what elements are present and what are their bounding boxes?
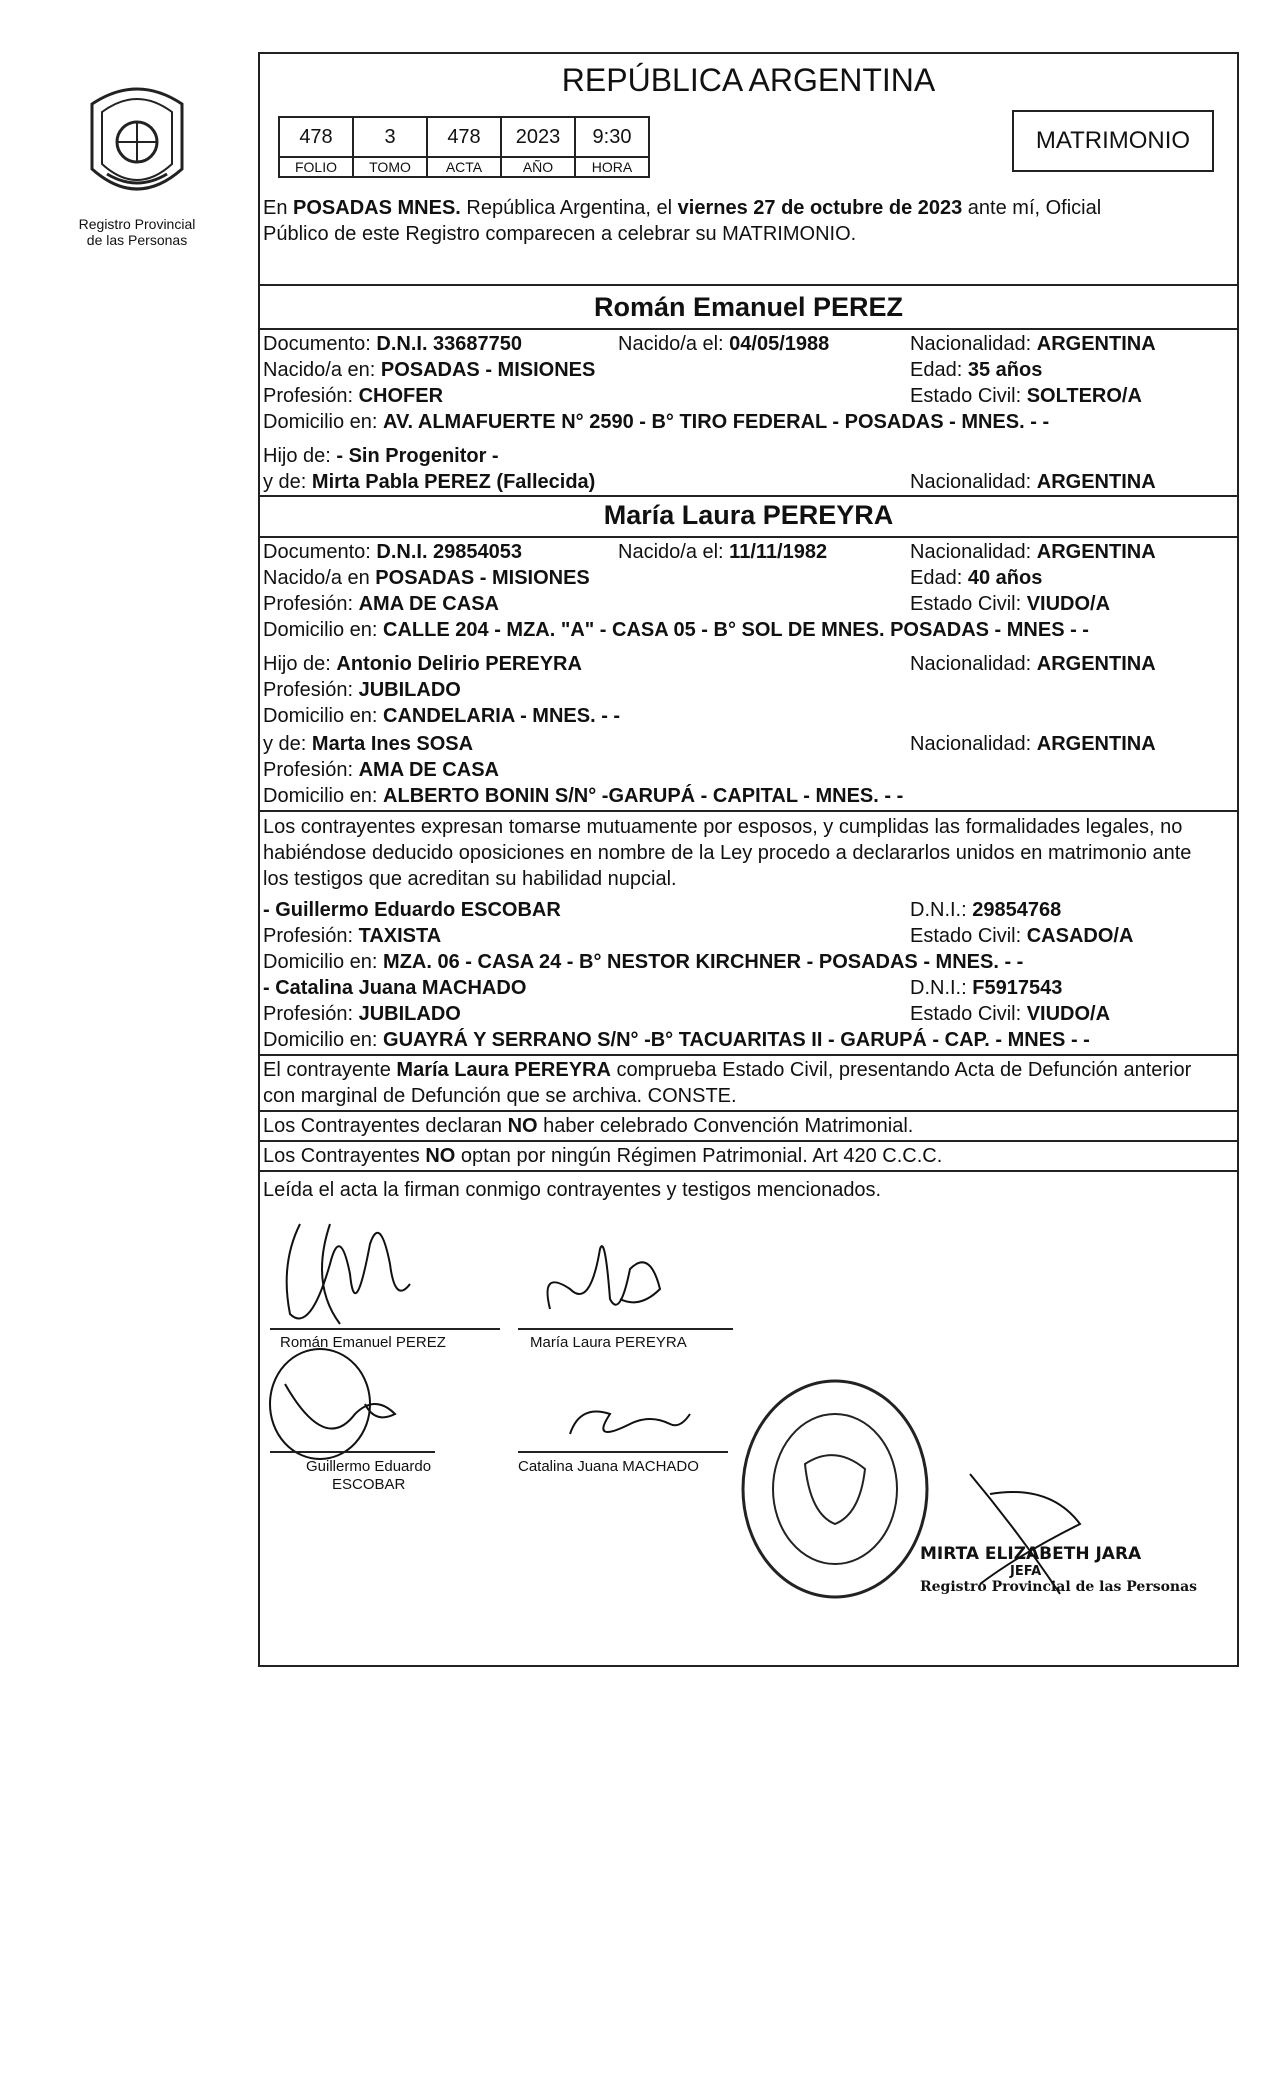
groom-birthplace: Nacido/a en: POSADAS - MISIONES bbox=[263, 359, 596, 381]
bride-nationality: Nacionalidad: ARGENTINA bbox=[910, 541, 1156, 563]
bride-father-address: Domicilio en: CANDELARIA - MNES. - - bbox=[263, 705, 621, 727]
bride-birthplace: Nacido/a en POSADAS - MISIONES bbox=[263, 567, 590, 589]
witness1-signature bbox=[265, 1344, 415, 1474]
groom-civil-status: Estado Civil: SOLTERO/A bbox=[910, 385, 1142, 407]
bride-father-profession: Profesión: JUBILADO bbox=[263, 679, 461, 701]
marriage-certificate bbox=[258, 52, 1239, 1667]
registry-table bbox=[278, 116, 650, 178]
divider bbox=[260, 536, 1237, 538]
groom-address: Domicilio en: AV. ALMAFUERTE N° 2590 - B° TIRO FEDERAL - POSADAS - MNES. - - bbox=[263, 411, 1050, 433]
groom-father: Hijo de: - Sin Progenitor - bbox=[263, 445, 499, 467]
official-stamp bbox=[920, 1544, 1220, 1595]
anio-value: 2023 bbox=[501, 117, 575, 157]
bride-father: Hijo de: Antonio Delirio PEREYRA bbox=[263, 653, 582, 675]
divider bbox=[260, 284, 1237, 286]
bride-signature-label: María Laura PEREYRA bbox=[530, 1334, 687, 1351]
witness1-civil-status: Estado Civil: CASADO/A bbox=[910, 925, 1134, 947]
groom-birthdate: Nacido/a el: 04/05/1988 bbox=[618, 333, 830, 355]
divider bbox=[260, 1054, 1237, 1056]
bride-document: Documento: D.N.I. 29854053 bbox=[263, 541, 523, 563]
official-office: Registro Provincial de las Personas bbox=[920, 1579, 1198, 1595]
divider bbox=[260, 810, 1237, 812]
bride-signature bbox=[530, 1229, 680, 1329]
signature-line bbox=[270, 1451, 435, 1453]
official-role: JEFA bbox=[1010, 1564, 1042, 1579]
registry-logo bbox=[72, 74, 202, 248]
tomo-value: 3 bbox=[353, 117, 427, 157]
witness2-address: Domicilio en: GUAYRÁ Y SERRANO S/N° -B° TACUARITAS II - GARUPÁ - CAP. - MNES - - bbox=[263, 1029, 1090, 1051]
witness2-signature bbox=[560, 1394, 700, 1454]
divider bbox=[260, 328, 1237, 330]
witness2-dni: D.N.I.: F5917543 bbox=[910, 977, 1063, 999]
witness2-name: - Catalina Juana MACHADO bbox=[263, 977, 527, 999]
groom-document: Documento: D.N.I. 33687750 bbox=[263, 333, 523, 355]
bride-age: Edad: 40 años bbox=[910, 567, 1043, 589]
witness1-dni: D.N.I.: 29854768 bbox=[910, 899, 1062, 921]
hora-label: HORA bbox=[575, 157, 649, 177]
divider bbox=[260, 1170, 1237, 1172]
convention-note: Los Contrayentes declaran NO haber celebrado Convención Matrimonial. bbox=[263, 1115, 914, 1137]
groom-nationality: Nacionalidad: ARGENTINA bbox=[910, 333, 1156, 355]
bride-mother: y de: Marta Ines SOSA bbox=[263, 733, 474, 755]
official-name: MIRTA ELIZABETH JARA bbox=[920, 1544, 1142, 1564]
witness1-address: Domicilio en: MZA. 06 - CASA 24 - B° NESTOR KIRCHNER - POSADAS - MNES. - - bbox=[263, 951, 1024, 973]
anio-label: AÑO bbox=[501, 157, 575, 177]
closing-statement: Leída el acta la firman conmigo contrayentes y testigos mencionados. bbox=[263, 1179, 882, 1201]
bride-profession: Profesión: AMA DE CASA bbox=[263, 593, 499, 615]
civil-status-note-1: El contrayente María Laura PEREYRA comprueba Estado Civil, presentando Acta de Defunción anterior bbox=[263, 1059, 1192, 1081]
signature-line bbox=[518, 1328, 733, 1330]
regime-note: Los Contrayentes NO optan por ningún Régimen Patrimonial. Art 420 C.C.C. bbox=[263, 1145, 943, 1167]
registry-seal-icon bbox=[735, 1374, 935, 1604]
witness2-civil-status: Estado Civil: VIUDO/A bbox=[910, 1003, 1111, 1025]
acta-label: ACTA bbox=[427, 157, 501, 177]
groom-profession: Profesión: CHOFER bbox=[263, 385, 444, 407]
groom-mother: y de: Mirta Pabla PEREZ (Fallecida) bbox=[263, 471, 596, 493]
certificate-type-box: MATRIMONIO bbox=[1012, 110, 1214, 172]
civil-status-note-2: con marginal de Defunción que se archiva. CONSTE. bbox=[263, 1085, 737, 1107]
witness1-signature-label-2: ESCOBAR bbox=[332, 1476, 406, 1493]
bride-mother-profession: Profesión: AMA DE CASA bbox=[263, 759, 499, 781]
bride-birthdate: Nacido/a el: 11/11/1982 bbox=[618, 541, 828, 563]
folio-value: 478 bbox=[279, 117, 353, 157]
registry-seal bbox=[735, 1374, 935, 1604]
signature-line bbox=[270, 1328, 500, 1330]
intro-line-2: Público de este Registro comparecen a celebrar su MATRIMONIO. bbox=[263, 223, 857, 245]
groom-signature bbox=[270, 1204, 420, 1344]
witness2-signature-label: Catalina Juana MACHADO bbox=[518, 1458, 699, 1475]
bride-father-nationality: Nacionalidad: ARGENTINA bbox=[910, 653, 1156, 675]
folio-label: FOLIO bbox=[279, 157, 353, 177]
groom-mother-nationality: Nacionalidad: ARGENTINA bbox=[910, 471, 1156, 493]
groom-name: Román Emanuel PEREZ bbox=[593, 292, 904, 322]
divider bbox=[260, 495, 1237, 497]
groom-age: Edad: 35 años bbox=[910, 359, 1043, 381]
bride-address: Domicilio en: CALLE 204 - MZA. "A" - CASA 05 - B° SOL DE MNES. POSADAS - MNES - - bbox=[263, 619, 1089, 641]
acta-value: 478 bbox=[427, 117, 501, 157]
province-emblem-icon bbox=[72, 74, 202, 209]
divider bbox=[260, 1140, 1237, 1142]
bride-civil-status: Estado Civil: VIUDO/A bbox=[910, 593, 1111, 615]
signature-line bbox=[518, 1451, 728, 1453]
divider bbox=[260, 1110, 1237, 1112]
witness1-profession: Profesión: TAXISTA bbox=[263, 925, 442, 947]
logo-caption: Registro Provincial de las Personas bbox=[78, 216, 196, 248]
bride-mother-nationality: Nacionalidad: ARGENTINA bbox=[910, 733, 1156, 755]
document-title: REPÚBLICA ARGENTINA bbox=[561, 62, 936, 98]
groom-signature-label: Román Emanuel PEREZ bbox=[280, 1334, 446, 1351]
declaration-paragraph: Los contrayentes expresan tomarse mutuamente por esposos, y cumplidas las formalidades legales, no habiéndose deducido oposiciones en nombre de la Ley procedo a declararlos unidos en matrimonio ante los testigos que acreditan su habilidad nupcial. bbox=[263, 816, 1192, 890]
hora-value: 9:30 bbox=[575, 117, 649, 157]
witness1-signature-label-1: Guillermo Eduardo bbox=[306, 1458, 432, 1475]
bride-name: María Laura PEREYRA bbox=[603, 500, 894, 530]
intro-line-1: En POSADAS MNES. República Argentina, el viernes 27 de octubre de 2023 ante mí, Oficial bbox=[263, 197, 1102, 219]
tomo-label: TOMO bbox=[353, 157, 427, 177]
witness1-name: - Guillermo Eduardo ESCOBAR bbox=[263, 899, 561, 921]
witness2-profession: Profesión: JUBILADO bbox=[263, 1003, 461, 1025]
bride-mother-address: Domicilio en: ALBERTO BONIN S/N° -GARUPÁ - CAPITAL - MNES. - - bbox=[263, 785, 904, 807]
